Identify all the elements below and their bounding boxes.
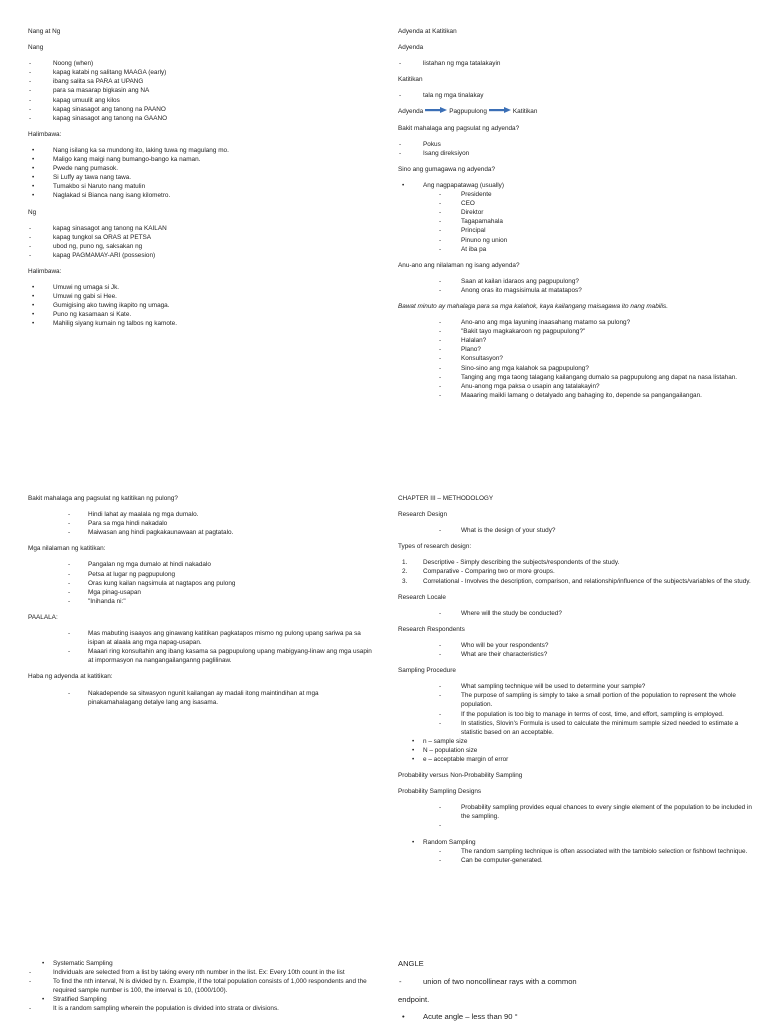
list-item: - Tanging ang mga taong talagang kailangang dumalo sa pagpupulong ang dapat na nasa listahan. — [398, 373, 758, 382]
page-2-left — [0, 490, 384, 980]
numbered-list — [398, 558, 758, 585]
answer-list — [28, 510, 374, 537]
list-item: - tala ng mga tinalakay — [398, 91, 758, 100]
paalala-label: PAALALA: — [28, 613, 58, 621]
list-item: - Petsa at lugar ng pagpupulong — [28, 570, 374, 579]
list-item: • N – population size — [398, 746, 758, 755]
section-label: Research Design — [398, 511, 448, 519]
section-label: Types of research design: — [398, 543, 472, 551]
formula-list — [398, 737, 758, 764]
question: Mga nilalaman ng katitikan: — [28, 545, 106, 553]
list-item: • Stratified Sampling — [28, 995, 374, 1004]
list-item: - Pangalan ng mga dumalo at hindi nakadalo — [28, 560, 374, 569]
sampling-list — [28, 995, 374, 1004]
adyenda-list — [398, 59, 758, 68]
answer-sublist — [398, 190, 758, 254]
list-item: - CEO — [398, 199, 758, 208]
flow-step: Adyenda — [398, 108, 424, 116]
list-item: • Systematic Sampling — [28, 959, 374, 968]
list-item: - Ano-ano ang mga layuning inaasahang matamo sa pulong? — [398, 318, 758, 327]
list-item: - Sino-sino ang mga kalahok sa pagpupulong? — [398, 364, 758, 373]
list-item: - Individuals are selected from a list by taking every nth number in the list. Ex: Every 10th count in the list — [28, 968, 374, 977]
list-item: • Umuwi ng gabi si Hee. — [28, 292, 374, 301]
list-item: - Anong oras ito magsisimula at matatapos? — [398, 286, 758, 295]
nang-list — [28, 59, 374, 123]
list-item: • Random Sampling — [398, 838, 758, 847]
list-item: - para sa masarap bigkasin ang NA — [28, 86, 374, 95]
answer-list — [398, 609, 758, 618]
definition-list — [398, 977, 758, 988]
list-item: - Where will the study be conducted? — [398, 609, 758, 618]
answer-list — [398, 803, 758, 830]
page-3-left — [0, 955, 384, 1024]
list-item: • Puno ng kasamaan si Kate. — [28, 310, 374, 319]
list-item: - kapag sinasagot ang tanong na GAANO — [28, 114, 374, 123]
list-item: - It is a random sampling wherein the population is divided into strata or divisions. — [28, 1004, 374, 1013]
section-title: ANGLE — [398, 959, 424, 968]
right-arrow-icon — [489, 107, 511, 116]
list-item: • Pwede nang pumasok. — [28, 164, 374, 173]
sampling-sublist — [28, 1004, 374, 1013]
list-item: - Direktor — [398, 208, 758, 217]
list-item: - Oras kung kailan nagsimula at nagtapos ang pulong — [28, 579, 374, 588]
section-label: Sampling Procedure — [398, 667, 456, 675]
answer-list — [398, 682, 758, 737]
list-item: - "Bakit tayo magkakaroon ng pagpupulong?" — [398, 327, 758, 336]
page-1-right — [370, 0, 768, 490]
list-item: - Probability sampling provides equal chances to every single element of the population to be included in the sampling. — [398, 803, 758, 821]
list-item: - What sampling technique will be used to determine your sample? — [398, 682, 758, 691]
definition-continued: endpoint. — [398, 994, 430, 1004]
list-item: • Si Luffy ay tawa nang tawa. — [28, 173, 374, 182]
nang-label: Nang — [28, 44, 44, 52]
question: Bakit mahalaga ang pagsulat ng adyenda? — [398, 124, 520, 132]
list-item: - Isang direksiyon — [398, 149, 758, 158]
answer-list — [398, 140, 758, 158]
paalala-list — [28, 629, 374, 665]
list-item: - Presidente — [398, 190, 758, 199]
list-item: - Pokus — [398, 140, 758, 149]
list-item: • Acute angle – less than 90 ° — [398, 1012, 758, 1023]
list-item: • Maligo kang maigi nang bumango-bango ka naman. — [28, 155, 374, 164]
list-item: - Para sa mga hindi nakadalo — [28, 519, 374, 528]
list-item: - "Inihanda ni:" — [28, 597, 374, 606]
list-item: • Umuwi ng umaga si Jk. — [28, 283, 374, 292]
question: Bakit mahalaga ang pagsulat ng katitikan ng pulong? — [28, 495, 178, 502]
list-item: • Mahilig siyang kumain ng talbos ng kamote. — [28, 319, 374, 328]
right-arrow-icon — [425, 107, 447, 116]
list-item: - Noong (when) — [28, 59, 374, 68]
note-list — [398, 318, 758, 400]
list-item: - kapag sinasagot ang tanong na KAILAN — [28, 224, 374, 233]
list-item: - At iba pa — [398, 245, 758, 254]
list-item: • Tumakbo si Naruto nang matulin — [28, 182, 374, 191]
answer-list — [398, 181, 758, 190]
chapter-title: CHAPTER III – METHODOLOGY — [398, 495, 494, 502]
list-item: - In statistics, Slovin's Formula is used to calculate the minimum sample sized needed to estimate a statistic based on an acceptable. — [398, 719, 758, 737]
section-label: Probability versus Non-Probability Sampling — [398, 772, 523, 780]
list-item: - Halalan? — [398, 336, 758, 345]
question: Haba ng adyenda at katitikan: — [28, 673, 113, 681]
answer-list — [398, 526, 758, 535]
list-item: - Plano? — [398, 345, 758, 354]
list-item: - kapag PAGMAMAY-ARI (possesion) — [28, 251, 374, 260]
ng-list — [28, 224, 374, 260]
list-item: - Mga pinag-usapan — [28, 588, 374, 597]
list-item: • e – acceptable margin of error — [398, 755, 758, 764]
list-item: - kapag katabi ng salitang MAAGA (early) — [28, 68, 374, 77]
answer-list — [398, 838, 758, 847]
list-item: - To find the nth interval, N is divided by n. Example, if the total population consists of 1,000 respondents and the required sample number is 100, the interval is 10, (1000/100). — [28, 977, 374, 995]
list-item: • Naglakad si Bianca nang isang kilometro. — [28, 191, 374, 200]
list-item: • n – sample size — [398, 737, 758, 746]
list-item: - Pinuno ng union — [398, 236, 758, 245]
answer-list — [28, 560, 374, 605]
answer-list — [398, 277, 758, 295]
list-item: - Tagapamahala — [398, 217, 758, 226]
list-item: - Mas mabuting isaayos ang ginawang katitikan pagkatapos mismo ng pulong upang sariwa pa sa isipan at alaala ang mga napag-usapan. — [28, 629, 374, 647]
list-item: 3. Correlational - Involves the description, comparison, and relationship/influence of the subjects/variables of the study. — [398, 577, 758, 586]
list-item — [398, 821, 758, 830]
sampling-sublist — [28, 968, 374, 995]
list-item: - Maiwasan ang hindi pagkakaunawaan at pagtatalo. — [28, 528, 374, 537]
answer-sublist — [398, 847, 758, 865]
katitikan-list — [398, 91, 758, 100]
question: Anu-ano ang nilalaman ng isang adyenda? — [398, 261, 520, 269]
list-item: - Maaaring maikli lamang o detalyado ang bahaging ito, depende sa pangangailangan. — [398, 391, 758, 400]
list-item: - kapag sinasagot ang tanong na PAANO — [28, 105, 374, 114]
halimbawa-list — [28, 283, 374, 328]
section-label: Probability Sampling Designs — [398, 788, 482, 796]
list-item: - The random sampling technique is often associated with the tambiolo selection or fishbowl technique. — [398, 847, 758, 856]
list-item: - What is the design of your study? — [398, 526, 758, 535]
answer-list — [28, 689, 374, 707]
section-title: Adyenda at Katitikan — [398, 28, 457, 35]
note: Bawat minuto ay mahalaga para sa mga kalahok, kaya kailangang maisagawa ito nang mabilis. — [398, 302, 668, 310]
halimbawa-label: Halimbawa: — [28, 267, 62, 275]
list-item: - Hindi lahat ay maalala ng mga dumalo. — [28, 510, 374, 519]
list-item: - ibang salita sa PARA at UPANG — [28, 77, 374, 86]
list-item: - Who will be your respondents? — [398, 641, 758, 650]
list-item: - ubod ng, puno ng, saksakan ng — [28, 242, 374, 251]
answer-list — [398, 641, 758, 659]
list-item: - If the population is too big to manage in terms of cost, time, and effort, sampling is employed. — [398, 710, 758, 719]
flow-step: Pagpupulong — [449, 108, 487, 116]
page-2-right — [370, 490, 768, 980]
adyenda-flow — [398, 107, 758, 116]
list-item: - Saan at kailan idaraos ang pagpupulong? — [398, 277, 758, 286]
list-item: - The purpose of sampling is simply to take a small portion of the population to represent the whole population. — [398, 691, 758, 709]
list-item: - Maaari ring konsultahin ang ibang kasama sa pagpupulong upang mabigyang-linaw ang mga usapin at impormasyon na nangangailanganng paglilinaw. — [28, 647, 374, 665]
list-item: - kapag tungkol sa ORAS at PETSA — [28, 233, 374, 242]
sampling-list — [28, 959, 374, 968]
question: Sino ang gumagawa ng adyenda? — [398, 165, 496, 173]
list-item: - What are their characteristics? — [398, 650, 758, 659]
list-item: - union of two noncollinear rays with a common — [398, 977, 758, 988]
flow-step: Katitikan — [512, 108, 538, 116]
list-item: - Konsultasyon? — [398, 354, 758, 363]
page-3-right — [370, 955, 768, 1024]
list-item: - listahan ng mga tatalakayin — [398, 59, 758, 68]
list-item: - kapag umuulit ang kilos — [28, 96, 374, 105]
list-item: • Ang nagpapatawag (usually) — [398, 181, 758, 190]
katitikan-label: Katitikan — [398, 76, 423, 84]
angle-types-list — [398, 1012, 758, 1023]
list-item: - Principal — [398, 226, 758, 235]
adyenda-label: Adyenda — [398, 44, 424, 52]
section-title: Nang at Ng — [28, 28, 61, 35]
page-1-left — [0, 0, 384, 490]
list-item: 2. Comparative - Comparing two or more groups. — [398, 567, 758, 576]
list-item: • Gumigising ako tuwing ikapito ng umaga. — [28, 301, 374, 310]
list-item: - Can be computer-generated. — [398, 856, 758, 865]
halimbawa-list — [28, 146, 374, 201]
list-item: 1. Descriptive - Simply describing the subjects/respondents of the study. — [398, 558, 758, 567]
ng-label: Ng — [28, 208, 37, 216]
list-item: - Nakadepende sa sitwasyon ngunit kailangan ay madali itong maintindihan at mga pinakamahalagang detalye lang ang isasama. — [28, 689, 374, 707]
section-label: Research Locale — [398, 593, 446, 601]
halimbawa-label: Halimbawa: — [28, 130, 62, 138]
list-item: • Nang isilang ka sa mundong ito, laking tuwa ng magulang mo. — [28, 146, 374, 155]
section-label: Research Respondents — [398, 625, 465, 633]
list-item: - Anu-anong mga paksa o usapin ang tatalakayin? — [398, 382, 758, 391]
